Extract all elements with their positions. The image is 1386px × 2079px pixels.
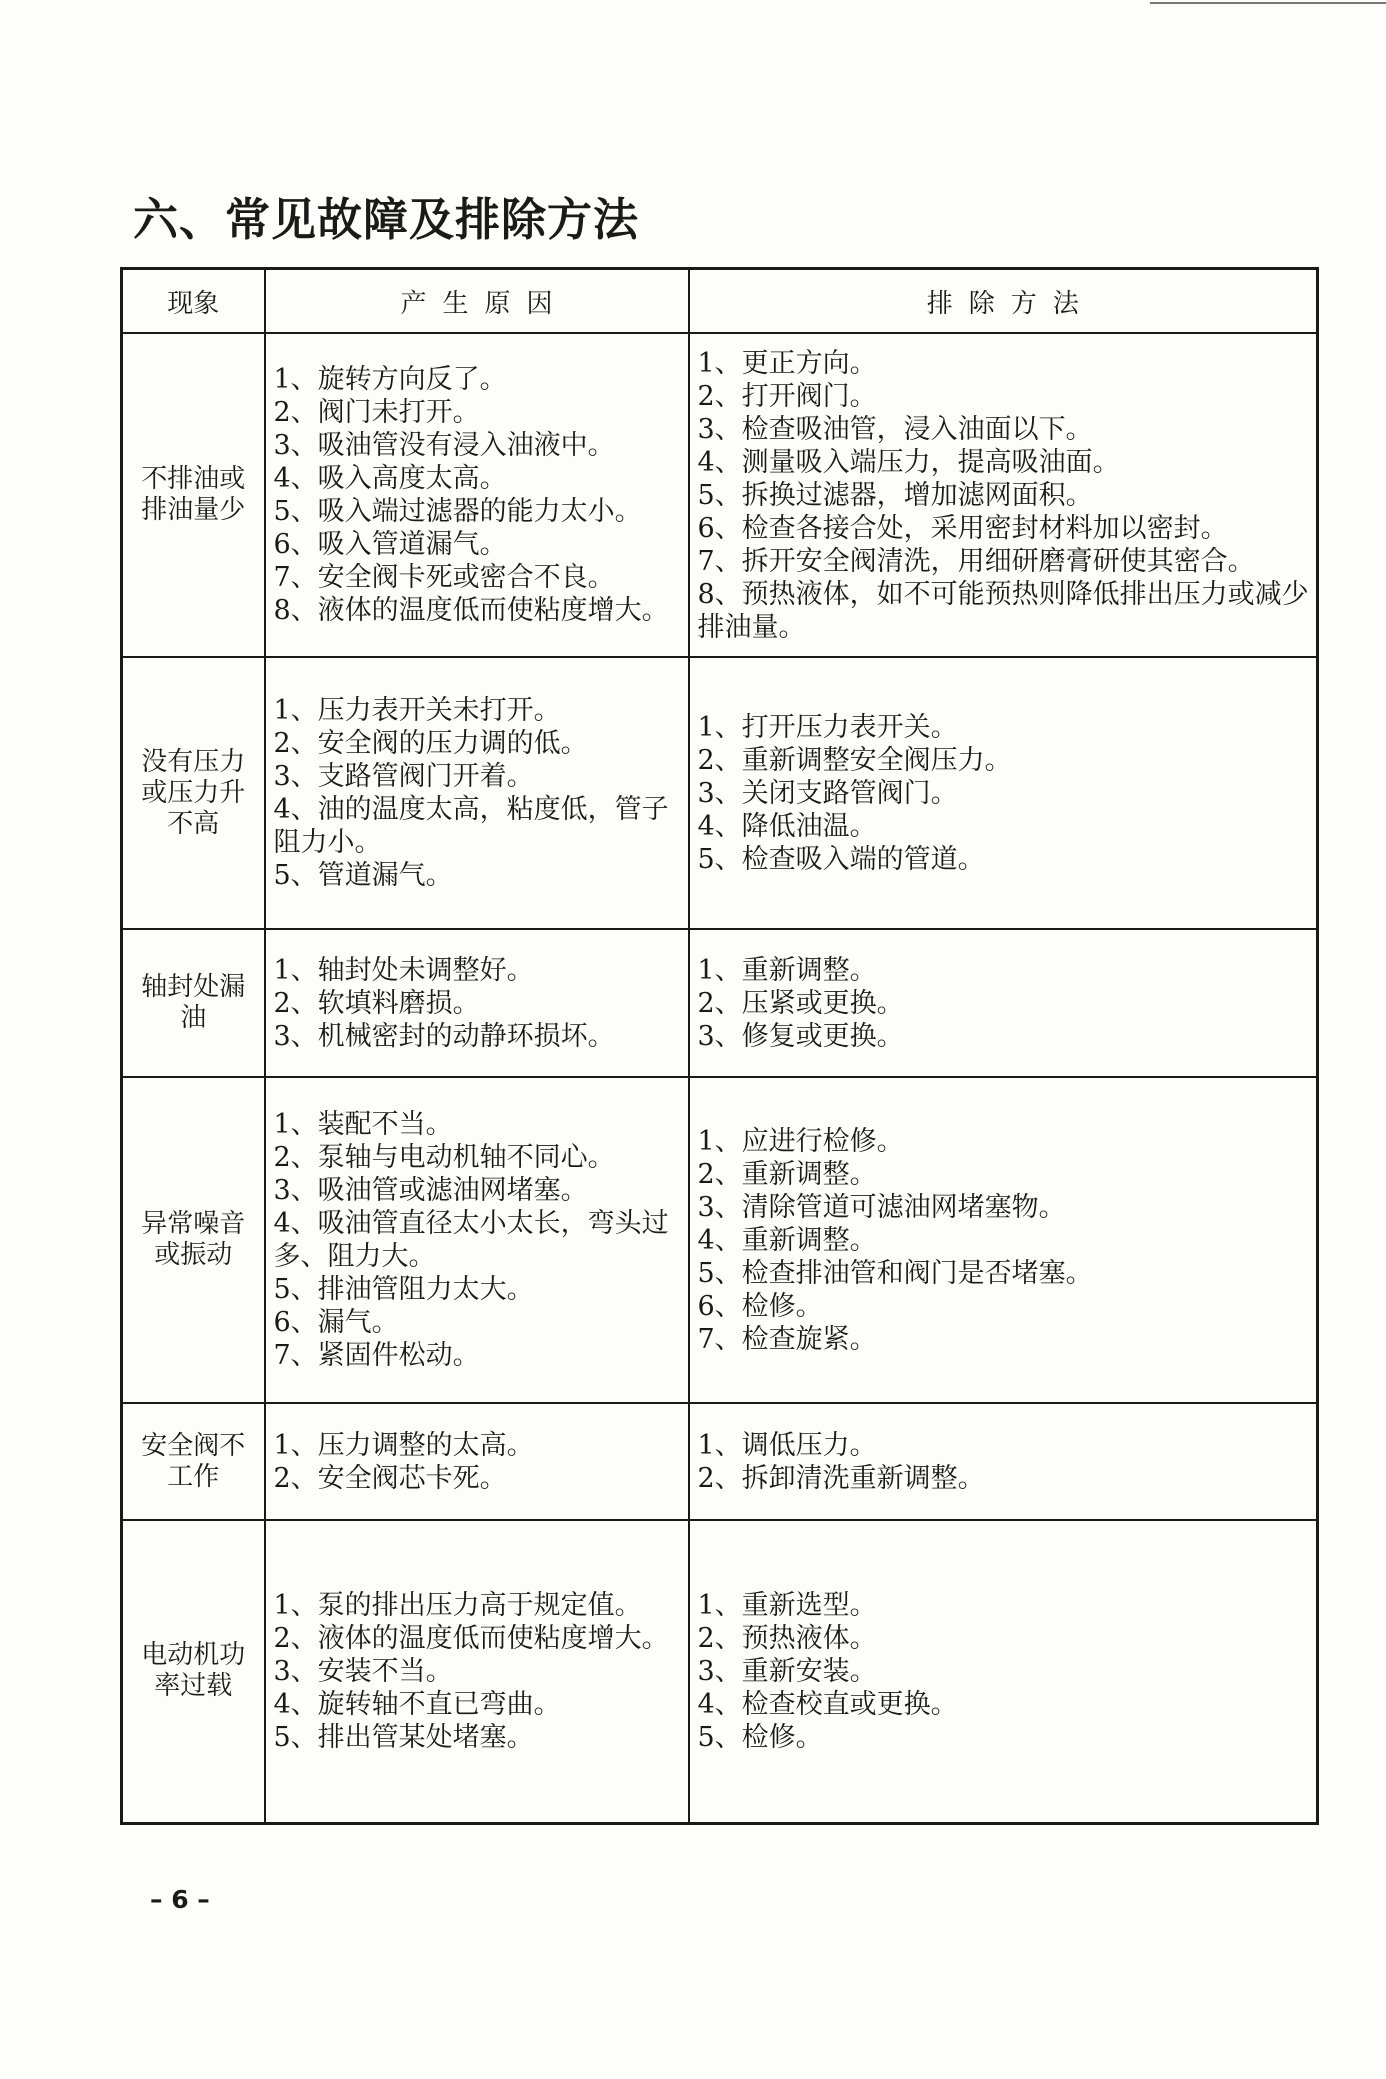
fault-table — [120, 267, 1319, 1825]
cause-cell — [265, 1520, 689, 1823]
table-row — [122, 657, 1318, 929]
cause-item: 1、装配不当。 — [273, 1109, 453, 1140]
table-row — [122, 333, 1318, 657]
remedy-item: 6、检查各接合处，采用密封材料加以密封。 — [697, 512, 1228, 544]
cause-list — [274, 363, 684, 627]
cause-item: 3、吸油管或滤油网堵塞。 — [273, 1175, 588, 1206]
cause-item: 5、排油管阻力太大。 — [273, 1274, 534, 1305]
table-row — [122, 1077, 1318, 1403]
remedy-item: 1、打开压力表开关。 — [697, 711, 958, 743]
cause-item: 4、油的温度太高，粘度低，管子阻力小。 — [273, 794, 669, 858]
remedy-item: 4、检查校直或更换。 — [697, 1688, 958, 1720]
phenomenon-label: 不排油或排油量少 — [141, 464, 246, 525]
cause-item: 1、泵的排出压力高于规定值。 — [273, 1589, 642, 1621]
remedy-cell — [689, 657, 1318, 929]
phenomenon-cell — [122, 1077, 265, 1403]
cause-item: 4、旋转轴不直已弯曲。 — [273, 1688, 561, 1720]
phenomenon-label: 异常噪音或振动 — [141, 1209, 246, 1270]
phenomenon-cell — [122, 1403, 265, 1520]
remedy-item: 2、重新调整安全阀压力。 — [697, 744, 1012, 776]
cause-cell — [265, 657, 689, 929]
cause-item: 2、安全阀的压力调的低。 — [273, 728, 588, 759]
cause-item: 7、紧固件松动。 — [273, 1340, 480, 1371]
cause-item: 6、吸入管道漏气。 — [273, 529, 507, 560]
cause-item: 5、吸入端过滤器的能力太小。 — [273, 496, 642, 527]
cause-item: 1、压力调整的太高。 — [273, 1429, 534, 1461]
table-row — [122, 1520, 1318, 1823]
remedy-list — [698, 711, 1313, 876]
cause-item: 3、吸油管没有浸入油液中。 — [273, 430, 615, 461]
remedy-item: 3、清除管道可滤油网堵塞物。 — [697, 1191, 1066, 1223]
phenomenon-label: 安全阀不工作 — [141, 1430, 246, 1492]
remedy-item: 4、重新调整。 — [697, 1224, 877, 1256]
cause-item: 3、机械密封的动静环损坏。 — [273, 1020, 615, 1052]
remedy-list — [698, 1429, 1313, 1495]
table-row — [122, 929, 1318, 1077]
remedy-item: 5、拆换过滤器，增加滤网面积。 — [697, 479, 1093, 511]
top-edge-rule — [1150, 2, 1386, 4]
table-body — [122, 333, 1318, 1823]
cause-item: 2、泵轴与电动机轴不同心。 — [273, 1142, 615, 1173]
cause-item: 5、排出管某处堵塞。 — [273, 1721, 534, 1753]
remedy-cell — [689, 929, 1318, 1077]
remedy-list — [698, 1589, 1313, 1754]
remedy-item: 3、重新安装。 — [697, 1655, 877, 1687]
remedy-item: 6、检修。 — [697, 1290, 823, 1322]
remedy-item: 3、检查吸油管，浸入油面以下。 — [697, 413, 1093, 445]
phenomenon-cell — [122, 333, 265, 657]
remedy-item: 5、检修。 — [697, 1721, 823, 1753]
cause-list — [274, 1589, 684, 1754]
remedy-item: 3、关闭支路管阀门。 — [697, 777, 958, 809]
cause-list — [274, 694, 684, 892]
page-number: – 6 – — [150, 1885, 210, 1914]
remedy-item: 2、压紧或更换。 — [697, 987, 904, 1019]
remedy-cell — [689, 1520, 1318, 1823]
remedy-item: 1、重新调整。 — [697, 954, 877, 986]
cause-item: 6、漏气。 — [273, 1307, 399, 1338]
remedy-cell — [689, 1077, 1318, 1403]
cause-item: 4、吸入高度太高。 — [273, 463, 507, 494]
cause-item: 2、阀门未打开。 — [273, 397, 480, 428]
cause-item: 5、管道漏气。 — [273, 860, 453, 891]
table-row — [122, 1403, 1318, 1520]
table-header-row — [122, 269, 1318, 334]
remedy-item: 1、应进行检修。 — [697, 1125, 904, 1157]
cause-item: 4、吸油管直径太小太长，弯头过多、阻力大。 — [273, 1208, 669, 1272]
remedy-item: 4、降低油温。 — [697, 810, 877, 842]
cause-item: 1、旋转方向反了。 — [273, 364, 507, 395]
remedy-item: 8、预热液体，如不可能预热则降低排出压力或减少排油量。 — [697, 578, 1309, 643]
cause-cell — [265, 333, 689, 657]
remedy-item: 5、检查排油管和阀门是否堵塞。 — [697, 1257, 1093, 1289]
remedy-item: 1、调低压力。 — [697, 1429, 877, 1461]
remedy-cell — [689, 333, 1318, 657]
phenomenon-label: 电动机功率过载 — [141, 1640, 246, 1702]
remedy-item: 2、拆卸清洗重新调整。 — [697, 1462, 985, 1494]
cause-item: 2、安全阀芯卡死。 — [273, 1462, 507, 1494]
cause-item: 3、安装不当。 — [273, 1655, 453, 1687]
remedy-item: 2、重新调整。 — [697, 1158, 877, 1190]
phenomenon-label: 没有压力或压力升不高 — [141, 746, 246, 839]
remedy-item: 7、检查旋紧。 — [697, 1323, 877, 1355]
remedy-item: 1、更正方向。 — [697, 347, 877, 379]
page-title: 六、常见故障及排除方法 — [133, 193, 640, 246]
cause-item: 7、安全阀卡死或密合不良。 — [273, 562, 615, 593]
cause-cell — [265, 1077, 689, 1403]
phenomenon-label: 轴封处漏油 — [141, 972, 246, 1033]
remedy-item: 2、打开阀门。 — [697, 380, 877, 412]
cause-list — [274, 1108, 684, 1372]
remedy-cell — [689, 1403, 1318, 1520]
remedy-item: 4、测量吸入端压力，提高吸油面。 — [697, 446, 1120, 478]
header-phenomenon: 现象 — [122, 269, 265, 334]
cause-cell — [265, 929, 689, 1077]
remedy-item: 7、拆开安全阀清洗，用细研磨膏研使其密合。 — [697, 545, 1255, 577]
cause-item: 1、轴封处未调整好。 — [273, 954, 534, 986]
remedy-item: 2、预热液体。 — [697, 1622, 877, 1654]
remedy-list — [698, 1125, 1313, 1356]
cause-item: 1、压力表开关未打开。 — [273, 695, 561, 726]
cause-item: 3、支路管阀门开着。 — [273, 761, 534, 792]
cause-cell — [265, 1403, 689, 1520]
remedy-item: 3、修复或更换。 — [697, 1020, 904, 1052]
phenomenon-cell — [122, 657, 265, 929]
remedy-item: 5、检查吸入端的管道。 — [697, 843, 985, 875]
remedy-list — [698, 954, 1313, 1053]
cause-item: 8、液体的温度低而使粘度增大。 — [273, 595, 669, 626]
cause-list — [274, 954, 684, 1053]
cause-item: 2、软填料磨损。 — [273, 987, 480, 1019]
phenomenon-cell — [122, 929, 265, 1077]
cause-list — [274, 1429, 684, 1495]
remedy-list — [698, 347, 1313, 644]
phenomenon-cell — [122, 1520, 265, 1823]
header-remedy: 排除方法 — [689, 269, 1318, 334]
header-cause: 产生原因 — [265, 269, 689, 334]
remedy-item: 1、重新选型。 — [697, 1589, 877, 1621]
cause-item: 2、液体的温度低而使粘度增大。 — [273, 1622, 669, 1654]
